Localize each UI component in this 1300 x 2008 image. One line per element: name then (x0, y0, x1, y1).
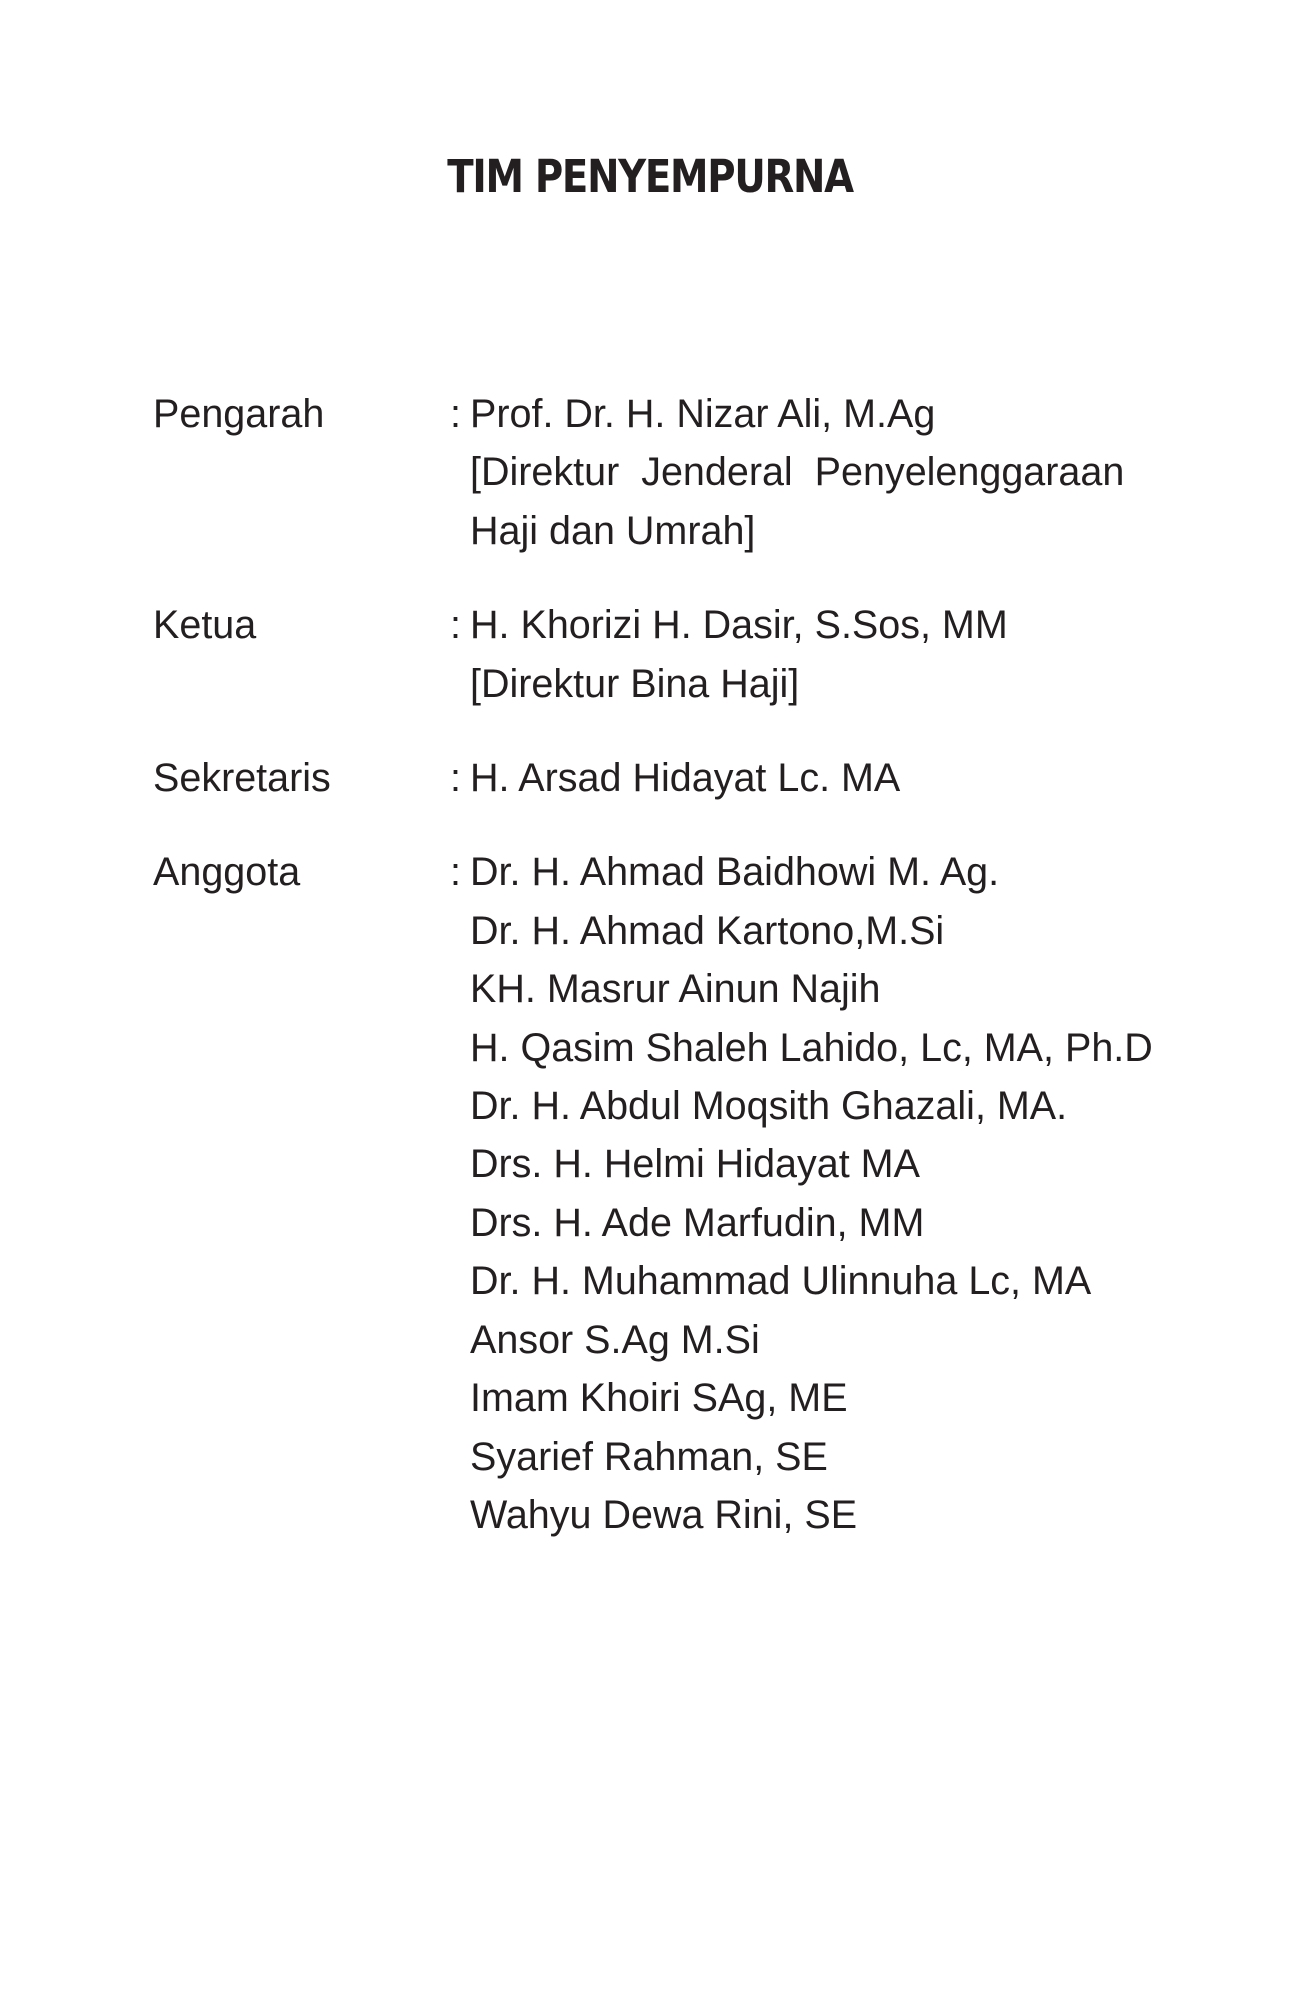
member-line: Drs. H. Helmi Hidayat MA (470, 1142, 920, 1187)
member-line: Wahyu Dewa Rini, SE (470, 1492, 858, 1537)
separator-colon: : (450, 392, 461, 436)
member-line: Drs. H. Ade Marfudin, MM (470, 1200, 925, 1245)
role-label: Ketua (153, 603, 257, 648)
roster-row-anggota (153, 843, 1153, 1544)
member-line: Dr. H. Ahmad Baidhowi M. Ag. (470, 850, 1000, 895)
role-label: Pengarah (153, 392, 325, 436)
separator-colon: : (450, 756, 461, 801)
role-members (470, 596, 1153, 713)
roster-row-ketua (153, 596, 1153, 713)
member-line: Ansor S.Ag M.Si (470, 1317, 760, 1362)
role-members (470, 749, 1153, 807)
role-label: Sekretaris (153, 756, 331, 801)
member-line: Imam Khoiri SAg, ME (470, 1376, 848, 1421)
member-line: H. Arsad Hidayat Lc. MA (470, 756, 901, 801)
role-members (470, 385, 1153, 560)
team-roster (153, 385, 1153, 1544)
member-line: Prof. Dr. H. Nizar Ali, M.Ag (470, 392, 936, 436)
member-line: Dr. H. Muhammad Ulinnuha Lc, MA (470, 1259, 1092, 1304)
member-line: Syarief Rahman, SE (470, 1434, 828, 1479)
member-line: [Direktur Bina Haji] (470, 661, 800, 706)
member-line: H. Khorizi H. Dasir, S.Sos, MM (470, 603, 1008, 648)
member-line: KH. Masrur Ainun Najih (470, 967, 881, 1012)
roster-row-sekretaris (153, 749, 1153, 807)
member-line: Haji dan Umrah] (470, 508, 756, 553)
separator-colon: : (450, 603, 461, 648)
separator-colon: : (450, 850, 461, 895)
role-label: Anggota (153, 850, 301, 895)
member-line: [Direktur Jenderal Penyelenggaraan (470, 450, 1125, 495)
member-line: Dr. H. Ahmad Kartono,M.Si (470, 908, 945, 953)
member-line: H. Qasim Shaleh Lahido, Lc, MA, Ph.D (470, 1025, 1153, 1070)
role-members (470, 843, 1153, 1544)
roster-row-pengarah (153, 385, 1153, 560)
member-line: Dr. H. Abdul Moqsith Ghazali, MA. (470, 1084, 1068, 1129)
page-title: TIM PENYEMPURNA (447, 150, 853, 203)
